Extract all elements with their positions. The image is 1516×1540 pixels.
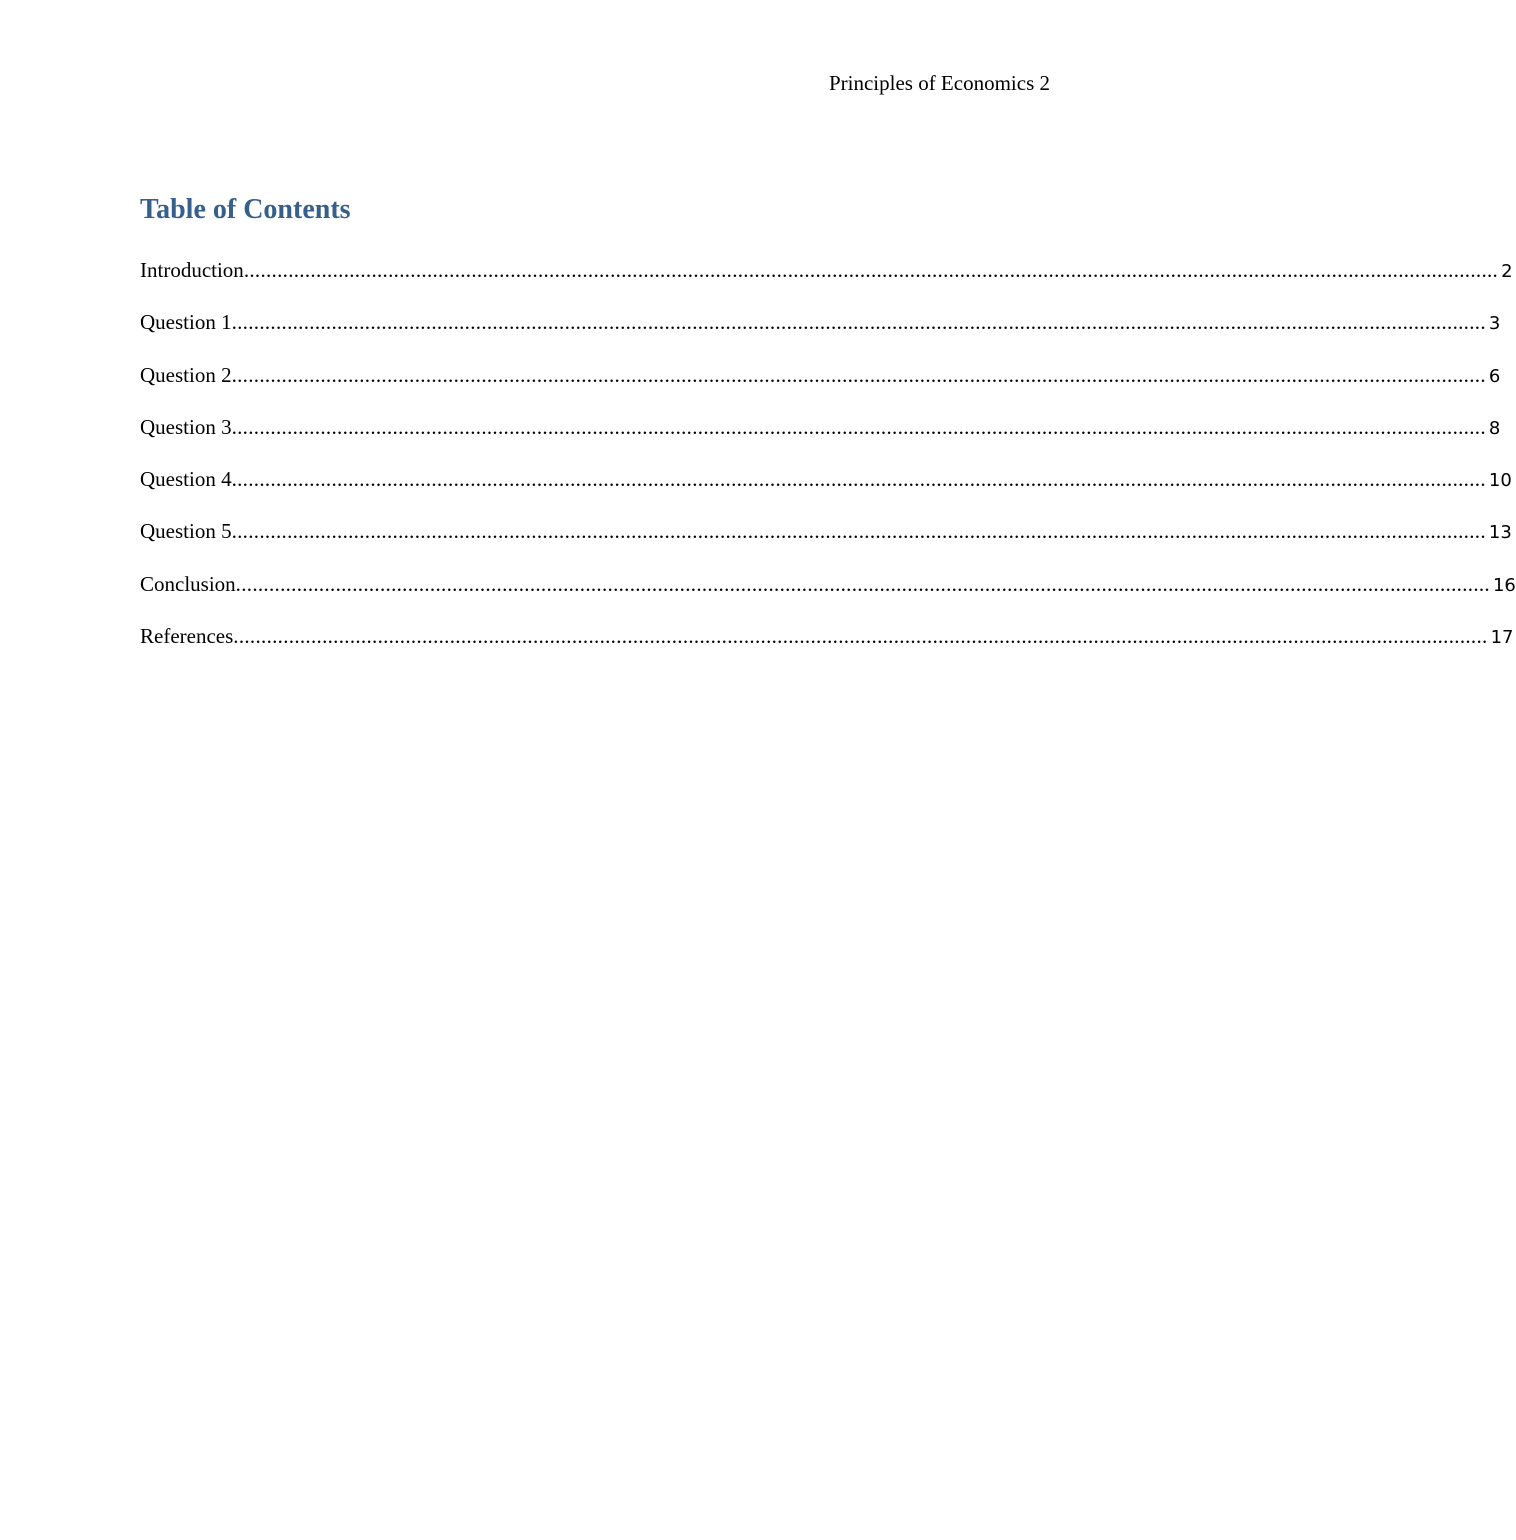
toc-entry-page: 10 xyxy=(1488,470,1512,492)
toc-entry-question-1[interactable] xyxy=(140,308,1501,360)
toc-list xyxy=(140,256,1516,674)
toc-entry-label: Question 4 xyxy=(140,467,232,492)
dot-leader: .................................................................................................................................................................................................................................. xyxy=(235,571,1490,596)
toc-entry-label: Conclusion xyxy=(140,571,236,596)
dot-leader: .................................................................................................................................................................................................................................. xyxy=(231,414,1486,439)
dot-leader: .................................................................................................................................................................................................................................. xyxy=(231,362,1486,387)
toc-entry-label: Question 3 xyxy=(140,414,232,439)
toc-entry-question-5[interactable] xyxy=(140,517,1512,569)
toc-entry-page: 6 xyxy=(1488,365,1501,387)
dot-leader: .................................................................................................................................................................................................................................. xyxy=(243,258,1499,282)
toc-entry-question-3[interactable] xyxy=(140,413,1501,465)
toc-entry-page: 8 xyxy=(1488,417,1501,439)
toc-entry-references[interactable] xyxy=(140,622,1514,674)
toc-entry-label: Introduction xyxy=(140,258,244,282)
toc-entry-label: Question 2 xyxy=(140,362,232,387)
toc-entry-page: 17 xyxy=(1490,627,1514,649)
toc-entry-introduction[interactable] xyxy=(140,256,1513,308)
dot-leader: .................................................................................................................................................................................................................................. xyxy=(231,519,1486,544)
dot-leader: .................................................................................................................................................................................................................................. xyxy=(233,624,1488,649)
toc-entry-question-2[interactable] xyxy=(140,361,1501,413)
toc-entry-page: 16 xyxy=(1492,574,1516,596)
toc-entry-label: Question 1 xyxy=(140,310,232,335)
toc-entry-label: References xyxy=(140,624,234,649)
toc-entry-label: Question 5 xyxy=(140,519,232,544)
toc-entry-page: 2 xyxy=(1501,261,1513,282)
toc-entry-question-4[interactable] xyxy=(140,465,1512,517)
dot-leader: .................................................................................................................................................................................................................................. xyxy=(231,310,1486,335)
toc-entry-page: 13 xyxy=(1488,522,1512,544)
toc-entry-conclusion[interactable] xyxy=(140,570,1516,622)
running-header: Principles of Economics 2 xyxy=(828,71,1050,95)
toc-entry-page: 3 xyxy=(1488,313,1501,335)
dot-leader: .................................................................................................................................................................................................................................. xyxy=(231,467,1486,492)
toc-title: Table of Contents xyxy=(140,194,351,225)
